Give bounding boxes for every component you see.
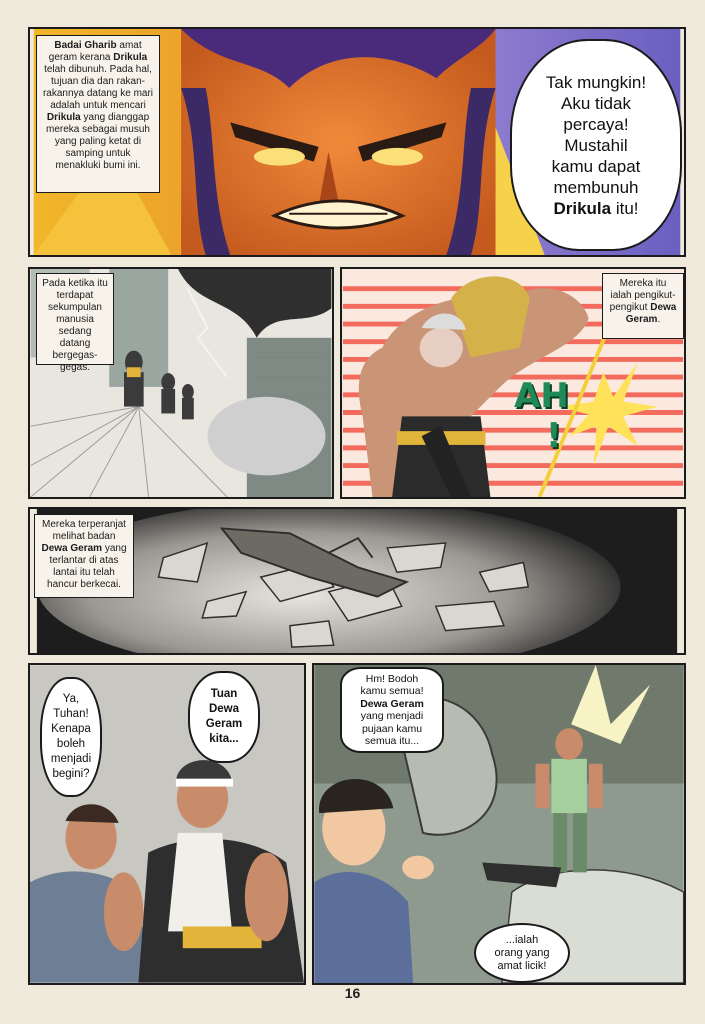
narration-caption [36, 273, 114, 373]
panel-2 [28, 267, 334, 499]
caption-text-2: telah dibunuh. Pada hal, tujuan dia dan rakan-rakannya datang ke mari adalah untuk mencari [42, 64, 154, 111]
bubble-shock-tail: itu! [611, 198, 639, 218]
sfx-exclamation: ! [546, 416, 562, 456]
caption-text: Mereka itu ialah pengikut-pengikut [609, 278, 676, 313]
bubble-shock-name: Drikula [553, 198, 612, 218]
bubble-right-text: Tuan Dewa Geram kita... [205, 688, 243, 745]
narration-caption [602, 273, 684, 339]
speech-bubble-right [188, 671, 260, 763]
bubble-top-text-end: yang menjadi pujaan kamu semua itu... [360, 710, 424, 747]
speech-bubble-bottom [474, 923, 570, 983]
bubble-bottom-text: ...ialah orang yang amat licik! [494, 933, 550, 972]
caption-name-drikula-2: Drikula [46, 112, 81, 123]
panel-1 [28, 27, 686, 257]
caption-text-3: yang dianggap mereka sebagai musuh yang paling ketat di samping untuk menakluki bumi ini. [46, 112, 150, 171]
sfx-ah: AH [514, 376, 569, 416]
speech-bubble-top [340, 667, 444, 753]
narration-caption [34, 514, 134, 598]
panel-6 [312, 663, 686, 985]
page-number: 16 [344, 985, 361, 1001]
caption-name-drikula: Drikula [113, 52, 148, 63]
speech-bubble-shock [510, 39, 682, 251]
caption-text-end: yang terlantar di atas lantai itu telah hancur berkecai. [47, 543, 127, 590]
caption-text: Pada ketika itu terdapat sekumpulan manusia sedang datang bergegas-gegas. [42, 278, 108, 373]
panel-3 [340, 267, 686, 499]
speech-bubble-left [40, 677, 102, 797]
bubble-top-text: Hm! Bodoh kamu semua! [360, 672, 424, 697]
caption-name-dewa-geram: Dewa Geram [41, 543, 103, 554]
bubble-shock-text: Tak mungkin! Aku tidak percaya! Mustahil kamu dapat membunuh [545, 72, 647, 197]
narration-caption [36, 35, 160, 193]
bubble-top-name: Dewa Geram [360, 697, 424, 710]
caption-name-dewa-geram: Dewa Geram [625, 302, 677, 325]
caption-text: Mereka terperanjat melihat badan [42, 519, 126, 542]
caption-name-badai: Badai Gharib [54, 40, 117, 51]
caption-text-1: amat geram kerana [48, 40, 142, 63]
panel-4 [28, 507, 686, 655]
caption-text-end: . [657, 314, 661, 325]
bubble-left-text: Ya, Tuhan! Kenapa boleh menjadi begini? [50, 693, 92, 780]
panel-5 [28, 663, 306, 985]
